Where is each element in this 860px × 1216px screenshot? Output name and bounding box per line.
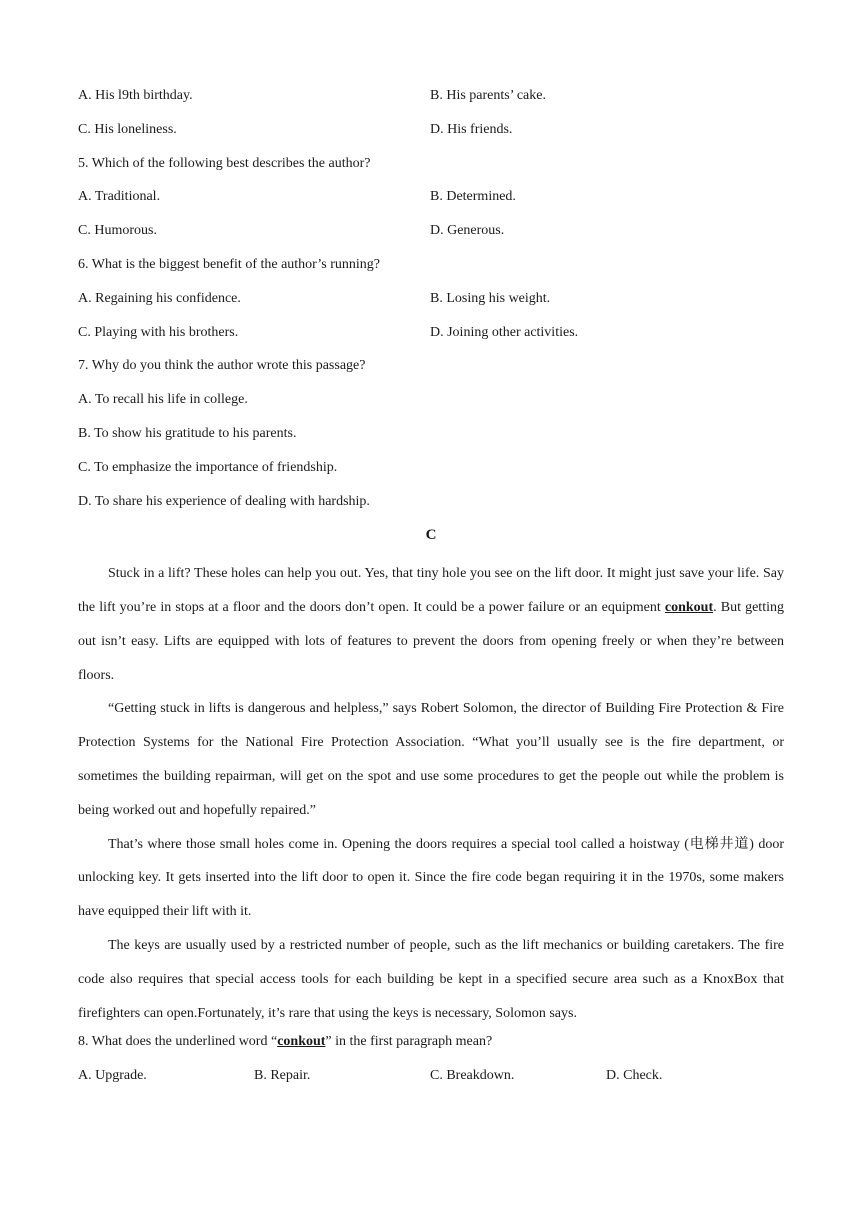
passage-paragraph-2: “Getting stuck in lifts is dangerous and helpless,” says Robert Solomon, the director of Building Fire Protection & Fire Protection Systems for the National Fire Protection Association. “What you’ll usually see is the fire department, or sometimes the building repairman, will get on the spot and use some procedures to get the people out while the problem is being worked out and hopefully repaired.” — [78, 701, 784, 818]
q8-question — [78, 1030, 784, 1064]
q6-options-row-1 — [78, 287, 784, 321]
q5-option-c: C. Humorous. — [78, 223, 157, 239]
q6-options-row-2 — [78, 321, 784, 355]
q4-option-a: A. His l9th birthday. — [78, 88, 193, 103]
q6-option-b: B. Losing his weight. — [430, 290, 551, 306]
q4-options-row-1 — [78, 84, 784, 118]
q8-options-row — [78, 1064, 784, 1098]
q8-question-end: ” in the first paragraph mean? — [325, 1034, 493, 1050]
exam-page — [78, 84, 784, 1098]
q8-option-a: A. Upgrade. — [78, 1068, 147, 1084]
q6-option-c: C. Playing with his brothers. — [78, 324, 239, 340]
q6-question: 6. What is the biggest benefit of the author’s running? — [78, 256, 380, 272]
q8-option-c: C. Breakdown. — [430, 1068, 515, 1084]
q5-options-row-1 — [78, 185, 784, 219]
q4-option-c: C. His loneliness. — [78, 121, 177, 137]
paragraph-1-text-start: Stuck in a lift? These holes can help you out. Yes, that tiny hole you see on the lift door. It might just save your life. Say the lift you’re in stops at a floor and the doors don’t open. It could be a power failure or an equipment — [78, 566, 784, 615]
q8-option-b: B. Repair. — [254, 1068, 311, 1084]
paragraph-1-text-end: . But getting out isn’t easy. Lifts are equipped with lots of features to prevent the doors from opening freely or when they’re between floors. — [78, 599, 784, 683]
q5-question: 5. Which of the following best describes the author? — [78, 155, 371, 171]
q5-options-row-2 — [78, 219, 784, 253]
q7-option-b: B. To show his gratitude to his parents. — [78, 425, 297, 441]
q5-option-b: B. Determined. — [430, 189, 516, 205]
q8-underlined-word: conkout — [277, 1034, 326, 1050]
q5-option-a: A. Traditional. — [78, 189, 161, 205]
q4-options-row-2 — [78, 118, 784, 152]
q8-question-start: 8. What does the underlined word “ — [78, 1034, 278, 1050]
underlined-word: conkout — [664, 599, 714, 615]
q6-option-a: A. Regaining his confidence. — [78, 290, 241, 306]
q7-question: 7. Why do you think the author wrote this passage? — [78, 358, 366, 374]
q7-option-c: C. To emphasize the importance of friendship. — [78, 459, 338, 475]
q6-option-d: D. Joining other activities. — [430, 324, 579, 340]
q8-option-d: D. Check. — [606, 1068, 663, 1084]
passage-paragraph-4: The keys are usually used by a restricted number of people, such as the lift mechanics or building caretakers. The fire code also requires that special access tools for each building be kept in a specified secure area such as a KnoxBox that firefighters can open.Fortunately, it’s rare that using the keys is necessary, Solomon says. — [78, 937, 784, 1021]
q4-option-d: D. His friends. — [430, 121, 513, 137]
q7-option-d: D. To share his experience of dealing with hardship. — [78, 493, 370, 509]
passage-paragraph-3: That’s where those small holes come in. Opening the doors requires a special tool called a hoistway (电梯井道) door unlocking key. It gets inserted into the lift door to open it. Since the fire code began requiring it in the 1970s, some makers have equipped their lift with it. — [78, 836, 784, 920]
passage-paragraph-1 — [78, 557, 784, 692]
q5-option-d: D. Generous. — [430, 223, 505, 239]
q4-option-b: B. His parents’ cake. — [430, 88, 546, 103]
section-heading: C — [425, 527, 437, 544]
q7-option-a: A. To recall his life in college. — [78, 392, 248, 408]
